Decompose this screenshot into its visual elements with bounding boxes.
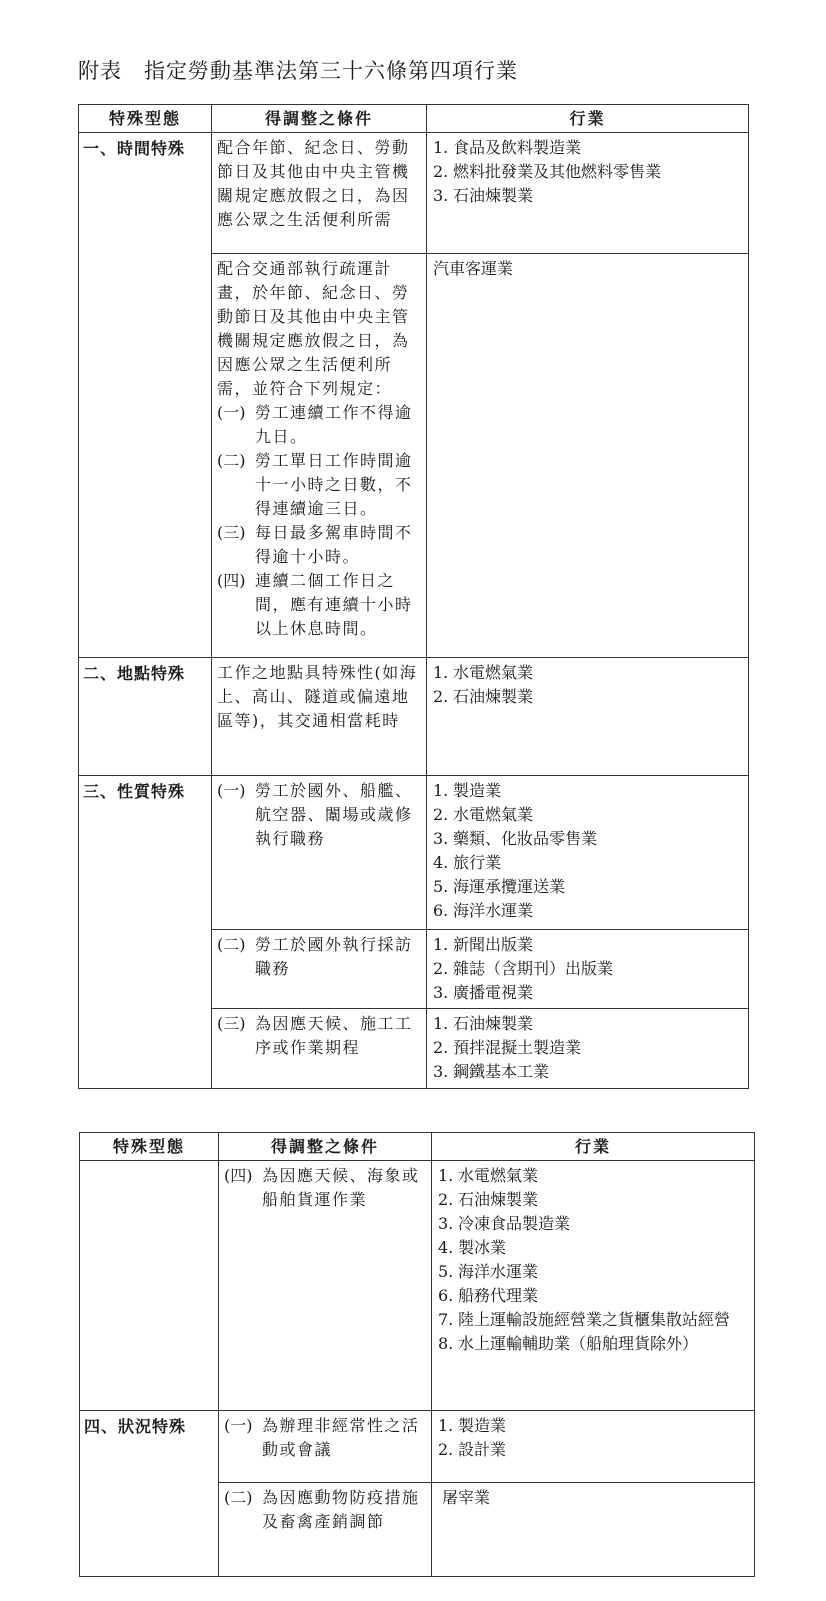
industry-item bbox=[433, 827, 744, 851]
sub-label: (二) bbox=[217, 451, 246, 470]
industry-item bbox=[438, 1164, 750, 1188]
sub-condition bbox=[217, 449, 424, 521]
industry-item bbox=[433, 1012, 744, 1036]
item-number: 2. bbox=[433, 805, 449, 824]
sub-condition bbox=[224, 1164, 429, 1212]
industry-label: 水電燃氣業 bbox=[453, 663, 534, 682]
table-row bbox=[80, 1411, 755, 1483]
industry-label: 海洋水運業 bbox=[453, 901, 534, 920]
condition-cell bbox=[212, 930, 427, 1009]
industry-item: 汽車客運業 bbox=[433, 259, 514, 278]
industry-label: 石油煉製業 bbox=[453, 687, 534, 706]
sub-condition bbox=[217, 569, 424, 641]
page-title: 附表 指定勞動基準法第三十六條第四項行業 bbox=[78, 59, 518, 83]
sub-label: (四) bbox=[224, 1166, 253, 1185]
condition-cell: 工作之地點具特殊性(如海上、高山、隧道或偏遠地區等)，其交通相當耗時 bbox=[212, 658, 427, 776]
item-number: 3. bbox=[438, 1214, 454, 1233]
industry-label: 石油煉製業 bbox=[453, 1014, 534, 1033]
sub-text: 勞工於國外、船艦、航空器、闈場或歲修執行職務 bbox=[255, 781, 413, 848]
industry-label: 製冰業 bbox=[458, 1238, 507, 1257]
industry-cell bbox=[427, 254, 749, 658]
industry-cell bbox=[427, 1009, 749, 1089]
item-number: 1. bbox=[433, 663, 449, 682]
item-number: 2. bbox=[433, 162, 449, 181]
industry-label: 海洋水運業 bbox=[458, 1262, 539, 1281]
industry-table-part1 bbox=[78, 104, 749, 1089]
type-cell-time: 一、時間特殊 bbox=[79, 133, 212, 658]
sub-condition bbox=[217, 933, 424, 981]
sub-label: (一) bbox=[217, 781, 246, 800]
item-number: 2. bbox=[433, 687, 449, 706]
type-cell-empty bbox=[80, 1161, 219, 1411]
sub-text: 勞工於國外執行採訪職務 bbox=[255, 935, 413, 978]
header-condition: 得調整之條件 bbox=[219, 1133, 432, 1161]
sub-text: 為辦理非經常性之活動或會議 bbox=[262, 1416, 420, 1459]
sub-condition bbox=[224, 1486, 429, 1534]
condition-cell bbox=[219, 1411, 432, 1483]
industry-label: 旅行業 bbox=[453, 853, 502, 872]
industry-item bbox=[433, 803, 744, 827]
item-number: 2. bbox=[438, 1190, 454, 1209]
item-number: 3. bbox=[433, 186, 449, 205]
industry-item bbox=[433, 779, 744, 803]
industry-item bbox=[433, 851, 744, 875]
industry-cell bbox=[432, 1161, 755, 1411]
sub-label: (一) bbox=[217, 403, 246, 422]
condition-cell: 配合交通部執行疏運計畫，於年節、紀念日、勞動節日及其他由中央主管機關規定應放假之日，為因應公眾之生活便利所需，並符合下列規定： (一) 勞工連續工作不得逾九日。 (二) 勞工單日工作時間逾十一小時之日數，不得連續逾三日。 (三) 每日最多駕車時間不得逾十小時。 (四) 連續二個工作日之間，應有連續十小時以上休息時間。 bbox=[212, 254, 427, 658]
type-cell-status: 四、狀況特殊 bbox=[80, 1411, 219, 1577]
industry-item bbox=[438, 1212, 750, 1236]
industry-item bbox=[438, 1414, 750, 1438]
industry-label: 陸上運輸設施經營業之貨櫃集散站經營 bbox=[458, 1310, 731, 1329]
industry-cell bbox=[427, 658, 749, 776]
sub-condition bbox=[217, 1012, 424, 1060]
industry-item bbox=[438, 1332, 750, 1356]
item-number: 5. bbox=[438, 1262, 454, 1281]
item-number: 3. bbox=[433, 983, 449, 1002]
industry-item bbox=[433, 136, 744, 160]
sub-label: (三) bbox=[217, 1014, 246, 1033]
item-number: 1. bbox=[433, 781, 449, 800]
sub-text: 為因應天候、施工工序或作業期程 bbox=[255, 1014, 413, 1057]
industry-item bbox=[433, 957, 744, 981]
table-header-row bbox=[79, 105, 749, 133]
sub-text: 為因應動物防疫措施及畜禽產銷調節 bbox=[262, 1488, 420, 1531]
item-number: 6. bbox=[433, 901, 449, 920]
industry-label: 水電燃氣業 bbox=[453, 805, 534, 824]
type-cell-place: 二、地點特殊 bbox=[79, 658, 212, 776]
industry-item bbox=[433, 184, 744, 208]
condition-cell bbox=[212, 1009, 427, 1089]
item-number: 8. bbox=[438, 1334, 454, 1353]
header-condition: 得調整之條件 bbox=[212, 105, 427, 133]
industry-label: 設計業 bbox=[458, 1440, 507, 1459]
table-row bbox=[79, 133, 749, 254]
industry-item bbox=[438, 1438, 750, 1462]
item-number: 6. bbox=[438, 1286, 454, 1305]
item-number: 7. bbox=[438, 1310, 454, 1329]
industry-label: 雜誌（含期刊）出版業 bbox=[453, 959, 614, 978]
item-number: 2. bbox=[433, 1038, 449, 1057]
industry-item bbox=[438, 1260, 750, 1284]
table-row bbox=[80, 1161, 755, 1411]
industry-label: 海運承攬運送業 bbox=[453, 877, 566, 896]
item-number: 5. bbox=[433, 877, 449, 896]
item-number: 3. bbox=[433, 1062, 449, 1081]
industry-item bbox=[433, 160, 744, 184]
sub-text: 連續二個工作日之間，應有連續十小時以上休息時間。 bbox=[255, 571, 413, 638]
condition-cell bbox=[212, 776, 427, 930]
industry-item bbox=[433, 875, 744, 899]
industry-table-part2 bbox=[79, 1132, 755, 1577]
industry-cell bbox=[427, 133, 749, 254]
industry-label: 船務代理業 bbox=[458, 1286, 539, 1305]
sub-condition bbox=[217, 521, 424, 569]
item-number: 1. bbox=[438, 1416, 454, 1435]
item-number: 1. bbox=[438, 1166, 454, 1185]
header-industry: 行業 bbox=[427, 105, 749, 133]
table-row bbox=[79, 658, 749, 776]
sub-text: 勞工單日工作時間逾十一小時之日數，不得連續逾三日。 bbox=[255, 451, 413, 518]
industry-cell bbox=[432, 1483, 755, 1577]
industry-label: 預拌混擬土製造業 bbox=[453, 1038, 582, 1057]
industry-label: 新聞出版業 bbox=[453, 935, 534, 954]
sub-condition bbox=[217, 401, 424, 449]
industry-label: 水上運輸輔助業（船舶理貨除外） bbox=[458, 1334, 699, 1353]
industry-label: 燃料批發業及其他燃料零售業 bbox=[453, 162, 662, 181]
sub-text: 每日最多駕車時間不得逾十小時。 bbox=[255, 523, 413, 566]
sub-label: (二) bbox=[217, 935, 246, 954]
sub-label: (三) bbox=[217, 523, 246, 542]
item-number: 1. bbox=[433, 935, 449, 954]
industry-item bbox=[438, 1284, 750, 1308]
industry-item bbox=[433, 981, 744, 1005]
item-number: 3. bbox=[433, 829, 449, 848]
condition-cell bbox=[219, 1483, 432, 1577]
industry-cell bbox=[432, 1411, 755, 1483]
sub-label: (二) bbox=[224, 1488, 253, 1507]
industry-cell bbox=[427, 930, 749, 1009]
industry-item bbox=[433, 899, 744, 923]
sub-text: 勞工連續工作不得逾九日。 bbox=[255, 403, 413, 446]
industry-label: 食品及飲料製造業 bbox=[453, 138, 582, 157]
industry-item bbox=[433, 1060, 744, 1084]
sub-label: (一) bbox=[224, 1416, 253, 1435]
industry-label: 冷凍食品製造業 bbox=[458, 1214, 571, 1233]
industry-label: 製造業 bbox=[453, 781, 502, 800]
item-number: 4. bbox=[438, 1238, 454, 1257]
condition-cell: 配合年節、紀念日、勞動節日及其他由中央主管機關規定應放假之日，為因應公眾之生活便利所需 bbox=[212, 133, 427, 254]
item-number: 4. bbox=[433, 853, 449, 872]
industry-item bbox=[438, 1188, 750, 1212]
header-type: 特殊型態 bbox=[80, 1133, 219, 1161]
industry-label: 製造業 bbox=[458, 1416, 507, 1435]
industry-item bbox=[433, 685, 744, 709]
industry-item bbox=[438, 1308, 750, 1332]
sub-label: (四) bbox=[217, 571, 246, 590]
sub-text: 為因應天候、海象或船舶貨運作業 bbox=[262, 1166, 420, 1209]
item-number: 1. bbox=[433, 1014, 449, 1033]
industry-label: 石油煉製業 bbox=[458, 1190, 539, 1209]
sub-condition bbox=[224, 1414, 429, 1462]
header-type: 特殊型態 bbox=[79, 105, 212, 133]
item-number: 2. bbox=[438, 1440, 454, 1459]
industry-label: 石油煉製業 bbox=[453, 186, 534, 205]
type-cell-nature: 三、性質特殊 bbox=[79, 776, 212, 1089]
item-number: 2. bbox=[433, 959, 449, 978]
industry-label: 廣播電視業 bbox=[453, 983, 534, 1002]
industry-label: 鋼鐵基本工業 bbox=[453, 1062, 550, 1081]
industry-label: 水電燃氣業 bbox=[458, 1166, 539, 1185]
condition-cell bbox=[219, 1161, 432, 1411]
item-number: 1. bbox=[433, 138, 449, 157]
industry-item bbox=[438, 1236, 750, 1260]
industry-item: 屠宰業 bbox=[442, 1488, 491, 1507]
table-header-row bbox=[80, 1133, 755, 1161]
header-industry: 行業 bbox=[432, 1133, 755, 1161]
industry-cell bbox=[427, 776, 749, 930]
industry-item bbox=[433, 933, 744, 957]
sub-condition bbox=[217, 779, 424, 851]
industry-label: 藥類、化妝品零售業 bbox=[453, 829, 598, 848]
industry-item bbox=[433, 661, 744, 685]
industry-item bbox=[433, 1036, 744, 1060]
table-row bbox=[79, 776, 749, 930]
